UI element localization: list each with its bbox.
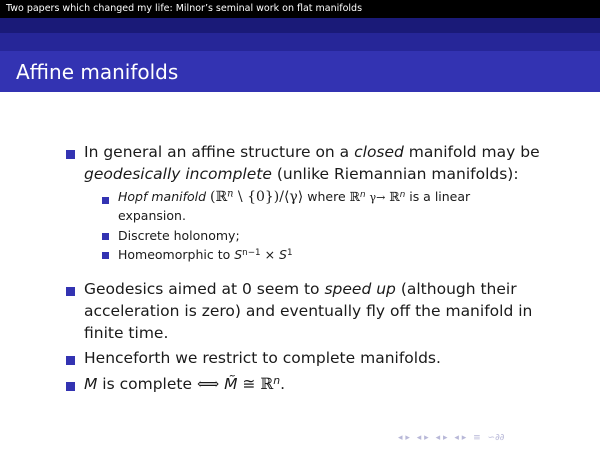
subitem-hopf-line2: expansion.	[118, 208, 186, 223]
beamer-navigation	[398, 432, 598, 444]
subitem-discrete-holonomy: Discrete holonomy;	[118, 228, 240, 243]
frame-title-bar	[0, 51, 600, 92]
bullet-square	[66, 356, 75, 365]
frame-title: Affine manifolds	[16, 60, 179, 84]
bullet-square	[66, 287, 75, 296]
nav-search-icon[interactable]: ∽∂∂	[487, 433, 505, 443]
headline-text: Two papers which changed my life: Milnor’s seminal work on flat manifolds	[6, 3, 363, 14]
bullet-square	[66, 382, 75, 391]
nav-section-arrows[interactable]: ◂ ▸	[454, 433, 467, 443]
subitem-hopf-line1: Hopf manifold (ℝ$^n$ \ {0})/⟨γ⟩ where ℝ$^n$ γ→ ℝ$^n$ is a linear	[118, 188, 471, 205]
item-affine-incomplete-line2: geodesically incomplete (unlike Riemannian manifolds):	[84, 165, 519, 183]
nav-align-icon[interactable]: ≡	[473, 433, 481, 443]
sub-bullet-square	[102, 197, 109, 204]
nav-subsection-arrows[interactable]: ◂ ▸	[435, 433, 448, 443]
item-complete-manifolds: Henceforth we restrict to complete manifolds.	[84, 349, 441, 367]
item-geodesics-line2: acceleration is zero) and eventually fly off the manifold in	[84, 302, 533, 320]
item-geodesics-line3: finite time.	[84, 324, 169, 342]
sub-bullet-square	[102, 252, 109, 259]
sub-bullet-square	[102, 233, 109, 240]
item-geodesics-line1: Geodesics aimed at 0 seem to speed up (although their	[84, 280, 517, 298]
subitem-homeomorphic: Homeomorphic to $S^{n-1} \times S^1$	[118, 247, 293, 262]
nav-frame-arrows[interactable]: ◂ ▸	[416, 433, 429, 443]
header-band-lower	[0, 33, 600, 51]
bullet-square	[66, 150, 75, 159]
header-band-upper	[0, 18, 600, 33]
headline-bar	[0, 0, 600, 18]
item-m-complete: M is complete ⟺ M̃ ≅ ℝ$^n$.	[84, 374, 286, 393]
nav-slide-arrows[interactable]: ◂ ▸	[398, 433, 410, 443]
item-affine-incomplete-line1: In general an affine structure on a closed manifold may be	[84, 143, 540, 161]
